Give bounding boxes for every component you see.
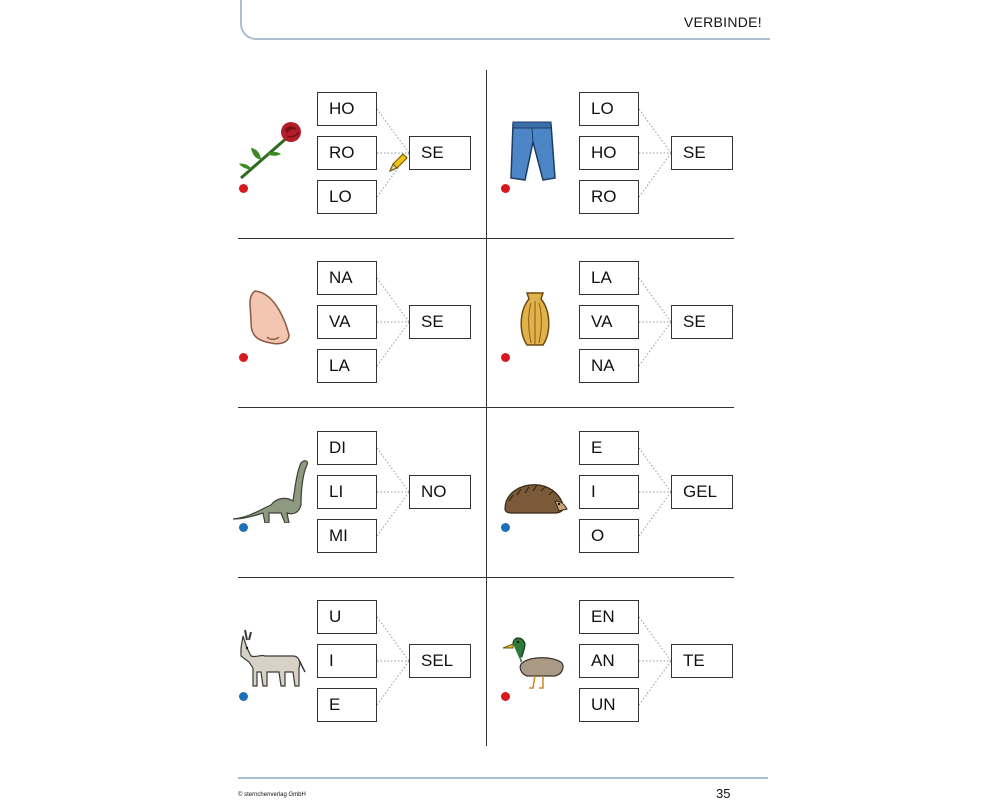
difficulty-dot: [239, 692, 248, 701]
hedgehog-icon: [499, 457, 571, 523]
syllable-box[interactable]: RO: [579, 180, 639, 214]
syllable-box[interactable]: RO: [317, 136, 377, 170]
syllable-box[interactable]: HO: [579, 136, 639, 170]
donkey-picture: [237, 626, 309, 692]
exercise-duck: [499, 600, 739, 760]
difficulty-dot: [239, 353, 248, 362]
syllable-box[interactable]: MI: [317, 519, 377, 553]
syllable-box[interactable]: AN: [579, 644, 639, 678]
syllable-box[interactable]: E: [317, 688, 377, 722]
exercise-nose: [237, 261, 477, 421]
syllable-box[interactable]: U: [317, 600, 377, 634]
difficulty-dot: [239, 184, 248, 193]
connector-lines: [639, 92, 671, 214]
difficulty-dot: [501, 184, 510, 193]
syllable-box[interactable]: LA: [317, 349, 377, 383]
suffix-box[interactable]: NO: [409, 475, 471, 509]
suffix-box[interactable]: SE: [409, 136, 471, 170]
page-number: 35: [716, 786, 731, 801]
exercise-hedgehog: [499, 431, 739, 591]
suffix-box[interactable]: SE: [671, 136, 733, 170]
suffix-box[interactable]: SEL: [409, 644, 471, 678]
syllable-box[interactable]: LO: [579, 92, 639, 126]
rose-picture: [237, 118, 309, 184]
exercise-dinosaur: [237, 431, 477, 591]
syllable-box[interactable]: HO: [317, 92, 377, 126]
syllable-box[interactable]: I: [579, 475, 639, 509]
suffix-box[interactable]: TE: [671, 644, 733, 678]
rose-icon: [237, 118, 309, 184]
connector-lines: [639, 261, 671, 383]
suffix-box[interactable]: SE: [409, 305, 471, 339]
jeans-icon: [499, 118, 571, 184]
syllable-box[interactable]: O: [579, 519, 639, 553]
syllable-box[interactable]: NA: [317, 261, 377, 295]
vase-icon: [499, 287, 571, 353]
syllable-box[interactable]: LO: [317, 180, 377, 214]
vase-picture: [499, 287, 571, 353]
jeans-picture: [499, 118, 571, 184]
donkey-icon: [237, 626, 309, 692]
connector-lines: [639, 431, 671, 553]
exercise-donkey: [237, 600, 477, 760]
exercise-vase: [499, 261, 739, 421]
copyright: © sternchenverlag GmbH: [238, 792, 306, 798]
exercise-rose: [237, 92, 477, 252]
footer-line: [238, 777, 768, 779]
column-divider: [486, 70, 487, 746]
connector-lines: [639, 600, 671, 722]
pencil-icon: [387, 152, 409, 174]
dinosaur-icon: [231, 457, 311, 523]
duck-icon: [499, 626, 571, 692]
exercise-jeans: [499, 92, 739, 252]
difficulty-dot: [501, 353, 510, 362]
difficulty-dot: [501, 692, 510, 701]
dinosaur-picture: [231, 457, 311, 523]
connector-lines: [377, 261, 409, 383]
syllable-box[interactable]: UN: [579, 688, 639, 722]
page-title: VERBINDE!: [683, 14, 762, 30]
syllable-box[interactable]: EN: [579, 600, 639, 634]
connector-lines: [377, 600, 409, 722]
duck-picture: [499, 626, 571, 692]
syllable-box[interactable]: VA: [317, 305, 377, 339]
connector-lines: [377, 431, 409, 553]
syllable-box[interactable]: VA: [579, 305, 639, 339]
suffix-box[interactable]: SE: [671, 305, 733, 339]
syllable-box[interactable]: NA: [579, 349, 639, 383]
suffix-box[interactable]: GEL: [671, 475, 733, 509]
syllable-box[interactable]: DI: [317, 431, 377, 465]
difficulty-dot: [501, 523, 510, 532]
nose-picture: [237, 287, 309, 353]
syllable-box[interactable]: E: [579, 431, 639, 465]
difficulty-dot: [239, 523, 248, 532]
nose-icon: [237, 287, 309, 353]
syllable-box[interactable]: I: [317, 644, 377, 678]
syllable-box[interactable]: LI: [317, 475, 377, 509]
syllable-box[interactable]: LA: [579, 261, 639, 295]
hedgehog-picture: [499, 457, 571, 523]
